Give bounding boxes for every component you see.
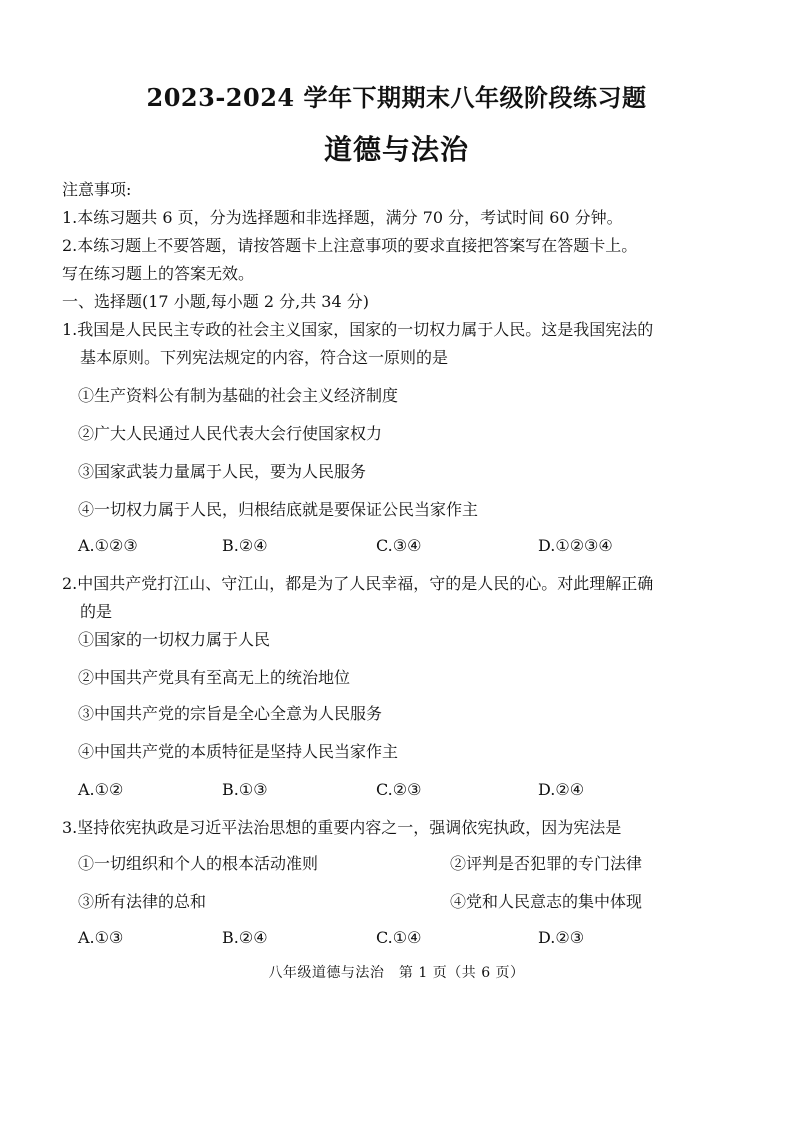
question-1-option-a: A.①②③ — [78, 536, 138, 555]
question-3-option-a: A.①③ — [78, 928, 124, 947]
section-heading: 一、选择题(17 小题,每小题 2 分,共 34 分) — [62, 292, 369, 311]
question-2-option-c: C.②③ — [376, 780, 422, 799]
question-1-statement-1: ①生产资料公有制为基础的社会主义经济制度 — [78, 386, 399, 405]
question-3-statement-4: ④党和人民意志的集中体现 — [450, 892, 643, 911]
question-2-option-b: B.①③ — [222, 780, 268, 799]
question-2-stem-line-1: 2.中国共产党打江山、守江山，都是为了人民幸福，守的是人民的心。对此理解正确 — [62, 574, 654, 593]
question-2-statement-4: ④中国共产党的本质特征是坚持人民当家作主 — [78, 742, 399, 761]
question-2-statement-2: ②中国共产党具有至高无上的统治地位 — [78, 668, 351, 687]
question-3-option-b: B.②④ — [222, 928, 268, 947]
question-1-option-d: D.①②③④ — [538, 536, 613, 555]
question-1-statement-2: ②广大人民通过人民代表大会行使国家权力 — [78, 424, 383, 443]
exam-title: 2023-2024 学年下期期末八年级阶段练习题 — [146, 83, 647, 112]
notice-heading: 注意事项: — [62, 180, 132, 199]
question-1-stem-line-1: 1.我国是人民民主专政的社会主义国家，国家的一切权力属于人民。这是我国宪法的 — [62, 320, 654, 339]
question-3-stem-line-1: 3.坚持依宪执政是习近平法治思想的重要内容之一，强调依宪执政，因为宪法是 — [62, 818, 622, 837]
question-3-statement-3: ③所有法律的总和 — [78, 892, 207, 911]
question-2-statement-3: ③中国共产党的宗旨是全心全意为人民服务 — [78, 704, 383, 723]
subject-title: 道德与法治 — [323, 133, 469, 166]
question-1-option-c: C.③④ — [376, 536, 422, 555]
page-footer: 八年级道德与法治 第 1 页（共 6 页） — [268, 965, 525, 981]
question-2-stem-line-2: 的是 — [80, 602, 113, 621]
question-2-statement-1: ①国家的一切权力属于人民 — [78, 630, 271, 649]
question-1-option-b: B.②④ — [222, 536, 268, 555]
question-2-option-a: A.①② — [78, 780, 124, 799]
notice-item-2-line-2: 写在练习题上的答案无效。 — [62, 264, 255, 283]
question-3-statement-2: ②评判是否犯罪的专门法律 — [450, 854, 643, 873]
question-3-option-d: D.②③ — [538, 928, 585, 947]
notice-item-2-line-1: 2.本练习题上不要答题，请按答题卡上注意事项的要求直接把答案写在答题卡上。 — [62, 236, 638, 255]
question-1-statement-4: ④一切权力属于人民，归根结底就是要保证公民当家作主 — [78, 500, 479, 519]
question-2-option-d: D.②④ — [538, 780, 585, 799]
notice-item-1: 1.本练习题共 6 页，分为选择题和非选择题，满分 70 分，考试时间 60 分钟。 — [62, 208, 623, 227]
question-1-stem-line-2: 基本原则。下列宪法规定的内容，符合这一原则的是 — [80, 348, 449, 367]
question-3-statement-1: ①一切组织和个人的根本活动准则 — [78, 854, 319, 873]
question-3-option-c: C.①④ — [376, 928, 422, 947]
question-1-statement-3: ③国家武装力量属于人民，要为人民服务 — [78, 462, 367, 481]
